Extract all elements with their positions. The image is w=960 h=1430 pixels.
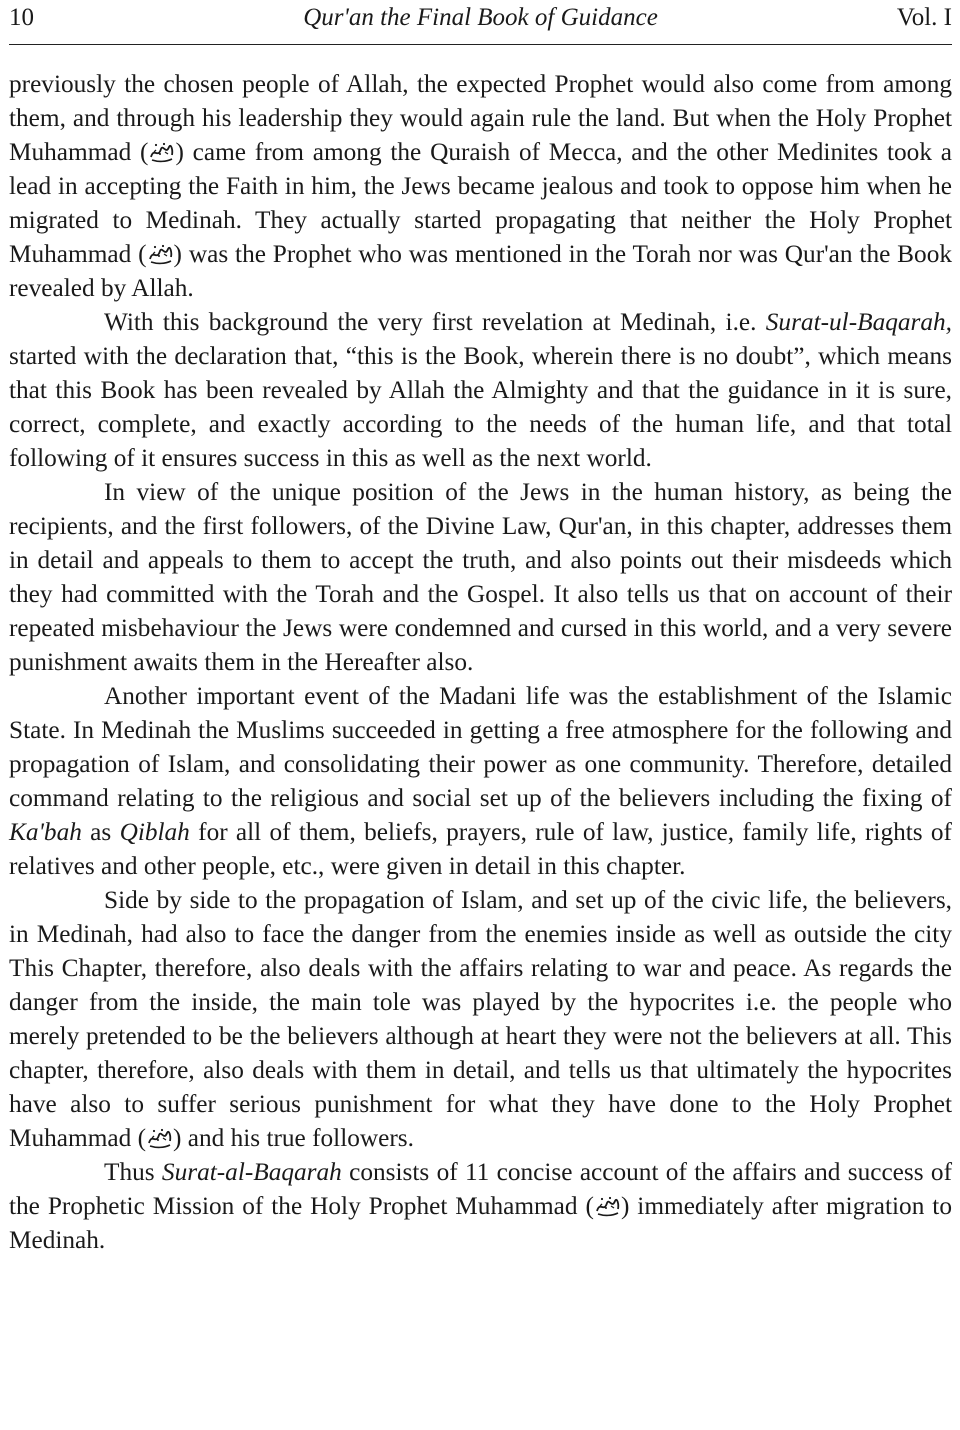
arabic-honorific-pbuh-icon bbox=[147, 243, 174, 265]
book-title: Qur'an the Final Book of Guidance bbox=[303, 4, 658, 31]
arabic-honorific-pbuh-icon bbox=[146, 1127, 173, 1149]
paragraph-2: With this background the very first revelation at Medinah, i.e. Surat-ul-Baqarah, started with the declaration that, “this is the Book, wherein there is no doubt”, which means that this Book has been revealed by Allah the Almighty and that the guidance in it is sure, correct, complete, and exactly according to the needs of the human life, and that total following of it ensures success in this as well as the next world. bbox=[9, 308, 952, 472]
page-number: 10 bbox=[9, 4, 34, 31]
paragraph-1: previously the chosen people of Allah, the expected Prophet would also come from among them, and through his leadership they would again rule the land. But when the Holy Prophet Muhammad ( ) came from among the Quraish of Mecca, and the other Medinites took a lead in accepting the Faith in him, the Jews became jealous and took to oppose him when he migrated to Medinah. They actually started propagating that neither the Holy Prophet Muhammad ( ) was the Prophet who was mentioned in the Torah nor was Qur'an the Book revealed by Allah. bbox=[9, 70, 952, 302]
paragraph-3: In view of the unique position of the Jews in the human history, as being the recipients, and the first followers, of the Divine Law, Qur'an, in this chapter, addresses them in detail and appeals to them to accept the truth, and also points out their misdeeds which they had committed with the Torah and the Gospel. It also tells us that on account of their repeated misbehaviour the Jews were condemned and cursed in this world, and a very severe punishment awaits them in the Hereafter also. bbox=[9, 478, 952, 676]
volume-label: Vol. I bbox=[896, 4, 952, 31]
surah-name: Surat-al-Baqarah bbox=[161, 1158, 342, 1186]
paragraph-6: Thus Surat-al-Baqarah consists of 11 concise account of the affairs and success of the Prophetic Mission of the Holy Prophet Muhammad ( ) immediately after migration to Medinah. bbox=[9, 1158, 952, 1254]
paragraph-4: Another important event of the Madani life was the establishment of the Islamic State. In Medinah the Muslims succeeded in getting a free atmosphere for the following and propagation of Islam, and consolidating their power as one community. Therefore, detailed command relating to the religious and social set up of the believers including the fixing of Ka'bah as Qiblah for all of them, beliefs, prayers, rule of law, justice, family life, rights of relatives and other people, etc., were given in detail in this chapter. bbox=[9, 682, 952, 880]
surah-name: Surat-ul-Baqarah, bbox=[765, 308, 952, 336]
term-qiblah: Qiblah bbox=[119, 818, 190, 846]
term-kabah: Ka'bah bbox=[9, 818, 82, 846]
arabic-honorific-pbuh-icon bbox=[594, 1195, 621, 1217]
paragraph-5: Side by side to the propagation of Islam, and set up of the civic life, the believers, in Medinah, had also to face the danger from the enemies inside as well as outside the city This Chapter, therefore, also deals with the affairs relating to war and peace. As regards the danger from the inside, the main tole was played by the hypocrites i.e. the people who merely pretended to be the believers although at heart they were not the believers at all. This chapter, therefore, also deals with them in detail, and tells us that ultimately the hypocrites have also to suffer serious punishment for what they have done to the Holy Prophet Muhammad ( ) and his true followers. bbox=[9, 886, 952, 1152]
running-header bbox=[9, 0, 952, 45]
page-body bbox=[9, 67, 952, 1257]
arabic-honorific-pbuh-icon bbox=[148, 141, 175, 163]
